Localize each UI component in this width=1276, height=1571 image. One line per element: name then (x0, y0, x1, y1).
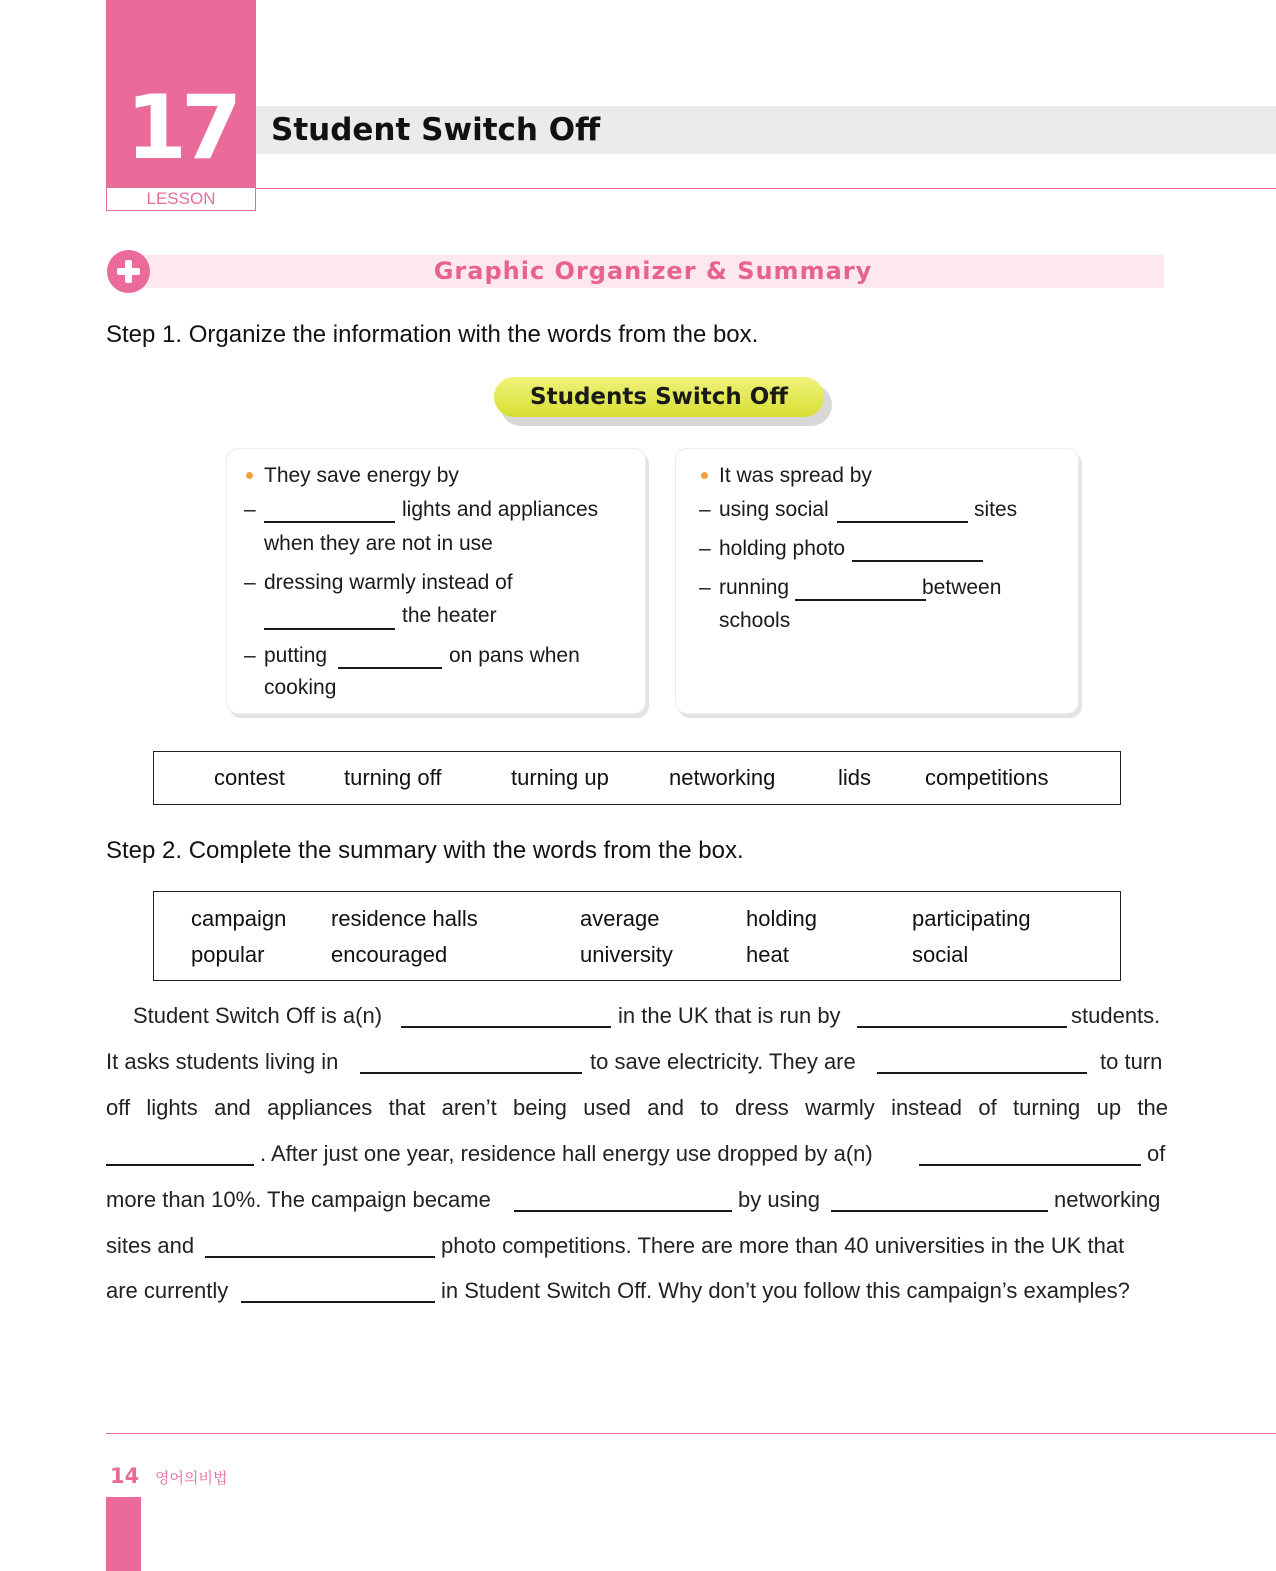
blank-line[interactable] (264, 521, 395, 523)
footer-tab (106, 1497, 141, 1571)
right-intro: It was spread by (719, 464, 872, 487)
summary-text: more than 10%. The campaign became (106, 1187, 491, 1212)
footer-divider (106, 1433, 1276, 1434)
right-item1: using social (719, 498, 829, 521)
left-item1-cont: when they are not in use (264, 532, 493, 555)
word-bank-item: networking (669, 765, 776, 790)
summary-blank[interactable] (401, 1026, 611, 1028)
lesson-number-block (106, 0, 256, 188)
summary-text: off lights and appliances that aren’t being used and to dress warmly instead of turning up the (106, 1095, 1168, 1120)
summary-blank[interactable] (919, 1164, 1141, 1166)
word-bank-item: campaign (191, 906, 287, 931)
left-item3-cont: cooking (264, 676, 337, 699)
summary-text: to save electricity. They are (590, 1049, 856, 1074)
left-item3-after: on pans when (449, 644, 580, 667)
word-bank-item: turning off (344, 765, 442, 790)
summary-text: of (1147, 1141, 1166, 1166)
summary-text: . After just one year, residence hall energy use dropped by a(n) (260, 1141, 873, 1166)
step1-heading: Step 1. Organize the information with the words from the box. (106, 321, 759, 348)
dash: – (244, 644, 256, 667)
word-bank-item: heat (746, 942, 789, 967)
word-bank-item: university (580, 942, 673, 967)
right-item2: holding photo (719, 537, 846, 560)
dash: – (244, 571, 256, 594)
summary-blank[interactable] (241, 1301, 435, 1303)
summary-blank[interactable] (857, 1026, 1067, 1028)
summary-text: sites and (106, 1233, 195, 1258)
word-bank-step2 (153, 891, 1121, 981)
summary-text: in Student Switch Off. Why don’t you follow this campaign’s examples? (441, 1278, 1130, 1303)
blank-line[interactable] (852, 560, 983, 562)
lesson-title: Student Switch Off (271, 112, 601, 148)
right-item3-after: between (922, 576, 1002, 599)
bullet-icon (701, 472, 708, 479)
word-bank-item: average (580, 906, 660, 931)
word-bank-item: turning up (511, 765, 609, 790)
dash: – (699, 537, 711, 560)
word-bank-item: contest (214, 765, 285, 790)
bullet-icon (246, 472, 253, 479)
blank-line[interactable] (264, 628, 395, 630)
page-number: 14 (110, 1464, 140, 1488)
word-bank-item: competitions (925, 765, 1049, 790)
lesson-number: 17 (125, 76, 237, 179)
summary-text: in the UK that is run by (618, 1003, 841, 1028)
summary-text: It asks students living in (106, 1049, 339, 1074)
header-divider (256, 188, 1276, 189)
summary-text: to turn (1100, 1049, 1163, 1074)
summary-blank[interactable] (360, 1072, 582, 1074)
book-title: 영어의비법 (155, 1470, 228, 1487)
left-item2-cont: the heater (402, 604, 497, 627)
summary-blank[interactable] (877, 1072, 1087, 1074)
left-item3: putting (264, 644, 328, 667)
word-bank-item: social (912, 942, 969, 967)
word-bank-item: encouraged (331, 942, 448, 967)
lesson-label: LESSON (106, 188, 256, 211)
summary-text: are currently (106, 1278, 229, 1303)
summary-blank[interactable] (205, 1256, 435, 1258)
blank-line[interactable] (795, 599, 926, 601)
summary-text: networking (1054, 1187, 1161, 1212)
dash: – (244, 498, 256, 521)
organizer-title: Students Switch Off (494, 377, 824, 417)
summary-text: photo competitions. There are more than 40 universities in the UK that (441, 1233, 1125, 1258)
left-intro: They save energy by (264, 464, 459, 487)
blank-line[interactable] (837, 521, 968, 523)
word-bank-item: residence halls (331, 906, 478, 931)
summary-text: Student Switch Off is a(n) (133, 1003, 383, 1028)
left-item2: dressing warmly instead of (264, 571, 513, 594)
word-bank-item: popular (191, 942, 265, 967)
left-item1: lights and appliances (402, 498, 599, 521)
word-bank-step1 (153, 751, 1121, 805)
summary-blank[interactable] (106, 1164, 254, 1166)
summary-text: students. (1071, 1003, 1161, 1028)
right-item1-after: sites (974, 498, 1018, 521)
title-band (256, 106, 1276, 154)
word-bank-item: participating (912, 906, 1031, 931)
word-bank-item: lids (838, 765, 872, 790)
blank-line[interactable] (338, 667, 442, 669)
dash: – (699, 576, 711, 599)
step2-heading: Step 2. Complete the summary with the words from the box. (106, 837, 744, 864)
section-title: Graphic Organizer & Summary (433, 257, 873, 285)
summary-blank[interactable] (831, 1210, 1048, 1212)
summary-blank[interactable] (514, 1210, 732, 1212)
word-bank-item: holding (746, 906, 817, 931)
right-item3: running (719, 576, 790, 599)
right-item3-cont: schools (719, 609, 791, 632)
summary-text: by using (738, 1187, 820, 1212)
dash: – (699, 498, 711, 521)
